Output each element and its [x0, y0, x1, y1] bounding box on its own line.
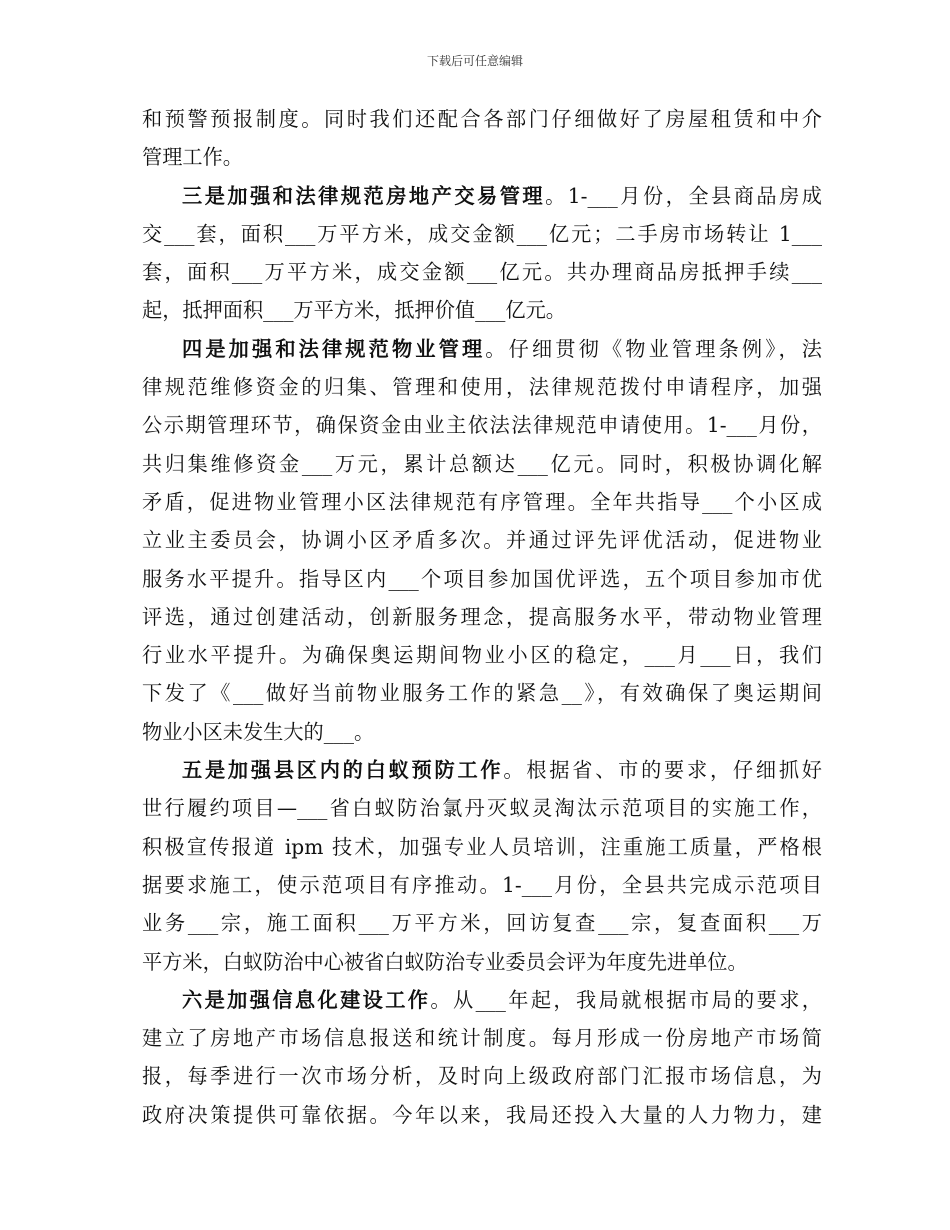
text-line: 建立了房地产市场信息报送和统计制度。每月形成一份房地产市场简 — [142, 1026, 822, 1051]
text-line: 报，每季进行一次市场分析，及时向上级政府部门汇报市场信息，为 — [142, 1064, 822, 1089]
text-line: 套，面积___万平方米，成交金额___亿元。共办理商品房抵押手续___ — [142, 260, 822, 285]
section-heading: 四是加强和法律规范物业管理 — [182, 336, 486, 361]
text-line: 积极宣传报道 ipm 技术，加强专业人员培训，注重施工质量，严格根 — [142, 834, 822, 859]
text-line: 律规范维修资金的归集、管理和使用，法律规范拨付申请程序，加强 — [142, 375, 822, 400]
text-line: 政府决策提供可靠依据。今年以来，我局还投入大量的人力物力，建 — [142, 1102, 822, 1127]
text-line: 矛盾，促进物业管理小区法律规范有序管理。全年共指导___个小区成 — [142, 489, 822, 514]
section-heading-line: 四是加强和法律规范物业管理。仔细贯彻《物业管理条例》，法 — [182, 336, 822, 361]
text-line: 业务___宗，施工面积___万平方米，回访复查___宗，复查面积___万 — [142, 911, 822, 936]
text-line: 起，抵押面积___万平方米，抵押价值___亿元。 — [142, 298, 566, 323]
section-heading-line: 五是加强县区内的白蚁预防工作。根据省、市的要求，仔细抓好 — [182, 758, 822, 783]
text-line: 服务水平提升。指导区内___个项目参加国优评选，五个项目参加市优 — [142, 566, 822, 591]
text-line: 管理工作。 — [142, 145, 243, 170]
text-line: 交___套，面积___万平方米，成交金额___亿元；二手房市场转让 1___ — [142, 221, 822, 246]
section-heading-line: 六是加强信息化建设工作。从___年起，我局就根据市局的要求， — [182, 987, 822, 1012]
document-body — [142, 100, 822, 1134]
text-line: 公示期管理环节，确保资金由业主依法法律规范申请使用。1-___月份， — [142, 413, 822, 438]
section-heading: 六是加强信息化建设工作 — [182, 987, 431, 1012]
section-heading: 三是加强和法律规范房地产交易管理 — [182, 183, 546, 208]
text-line: 评选，通过创建活动，创新服务理念，提高服务水平，带动物业管理 — [142, 604, 822, 629]
text-line: 平方米，白蚁防治中心被省白蚁防治专业委员会评为年度先进单位。 — [142, 949, 748, 974]
text-line: 世行履约项目—___省白蚁防治氯丹灭蚁灵淘汰示范项目的实施工作， — [142, 796, 822, 821]
text-line: 下发了《___做好当前物业服务工作的紧急__》，有效确保了奥运期间 — [142, 681, 822, 706]
section-heading: 五是加强县区内的白蚁预防工作 — [182, 758, 504, 783]
text-line: 行业水平提升。为确保奥运期间物业小区的稳定，___月___日，我们 — [142, 643, 822, 668]
text-line: 据要求施工，使示范项目有序推动。1-___月份，全县共完成示范项目 — [142, 872, 822, 897]
section-heading-line: 三是加强和法律规范房地产交易管理。1-___月份，全县商品房成 — [182, 183, 822, 208]
page-header-note: 下载后可任意编辑 — [426, 54, 523, 68]
text-line: 和预警预报制度。同时我们还配合各部门仔细做好了房屋租赁和中介 — [142, 107, 822, 131]
text-line: 立业主委员会，协调小区矛盾多次。并通过评先评优活动，促进物业 — [142, 528, 822, 553]
text-line: 物业小区未发生大的___。 — [142, 719, 375, 744]
text-line: 共归集维修资金___万元，累计总额达___亿元。同时，积极协调化解 — [142, 451, 822, 476]
